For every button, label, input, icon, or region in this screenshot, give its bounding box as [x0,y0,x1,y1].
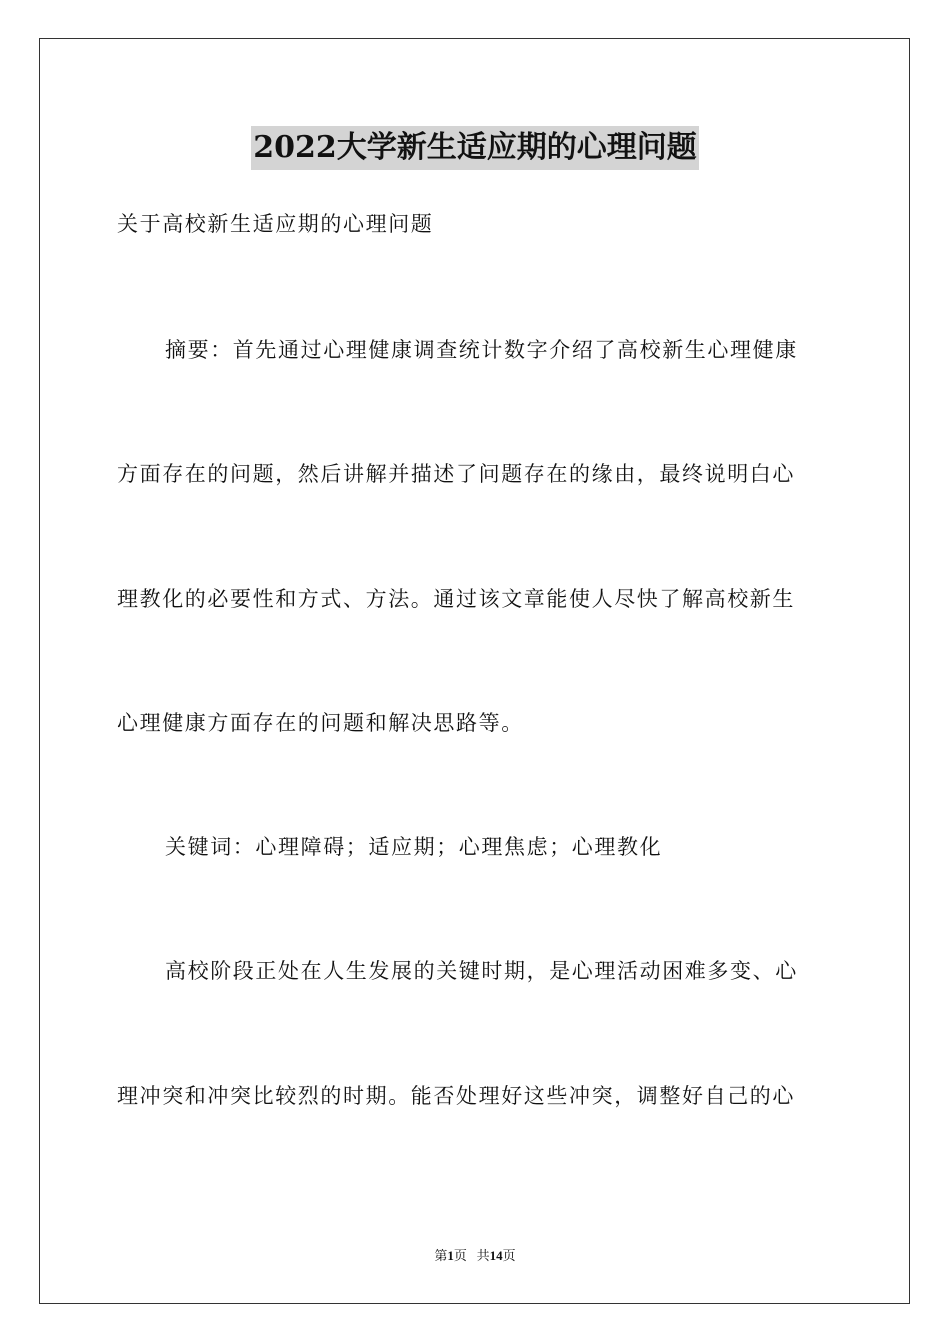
document-title: 2022大学新生适应期的心理问题 [251,126,699,170]
footer-total-prefix: 共 [476,1248,490,1263]
footer-page-prefix: 第 [434,1248,448,1263]
body-line: 理冲突和冲突比较烈的时期。能否处理好这些冲突，调整好自己的心 [117,1084,795,1108]
document-subtitle: 关于高校新生适应期的心理问题 [117,212,434,236]
abstract-line: 心理健康方面存在的问题和解决思路等。 [117,711,524,735]
keywords-line: 关键词：心理障碍；适应期；心理焦虑；心理教化 [165,835,663,859]
footer-total-pages: 14 [489,1248,503,1263]
page-footer [0,1247,950,1265]
abstract-line: 方面存在的问题，然后讲解并描述了问题存在的缘由，最终说明白心 [117,462,795,486]
footer-page-number: 1 [447,1248,454,1263]
title-container [0,126,950,170]
footer-total-suffix: 页 [502,1248,516,1263]
body-line: 高校阶段正处在人生发展的关键时期，是心理活动困难多变、心 [165,959,798,983]
abstract-line: 理教化的必要性和方式、方法。通过该文章能使人尽快了解高校新生 [117,587,795,611]
footer-page-suffix: 页 [453,1248,467,1263]
abstract-line: 摘要：首先通过心理健康调查统计数字介绍了高校新生心理健康 [165,338,798,362]
